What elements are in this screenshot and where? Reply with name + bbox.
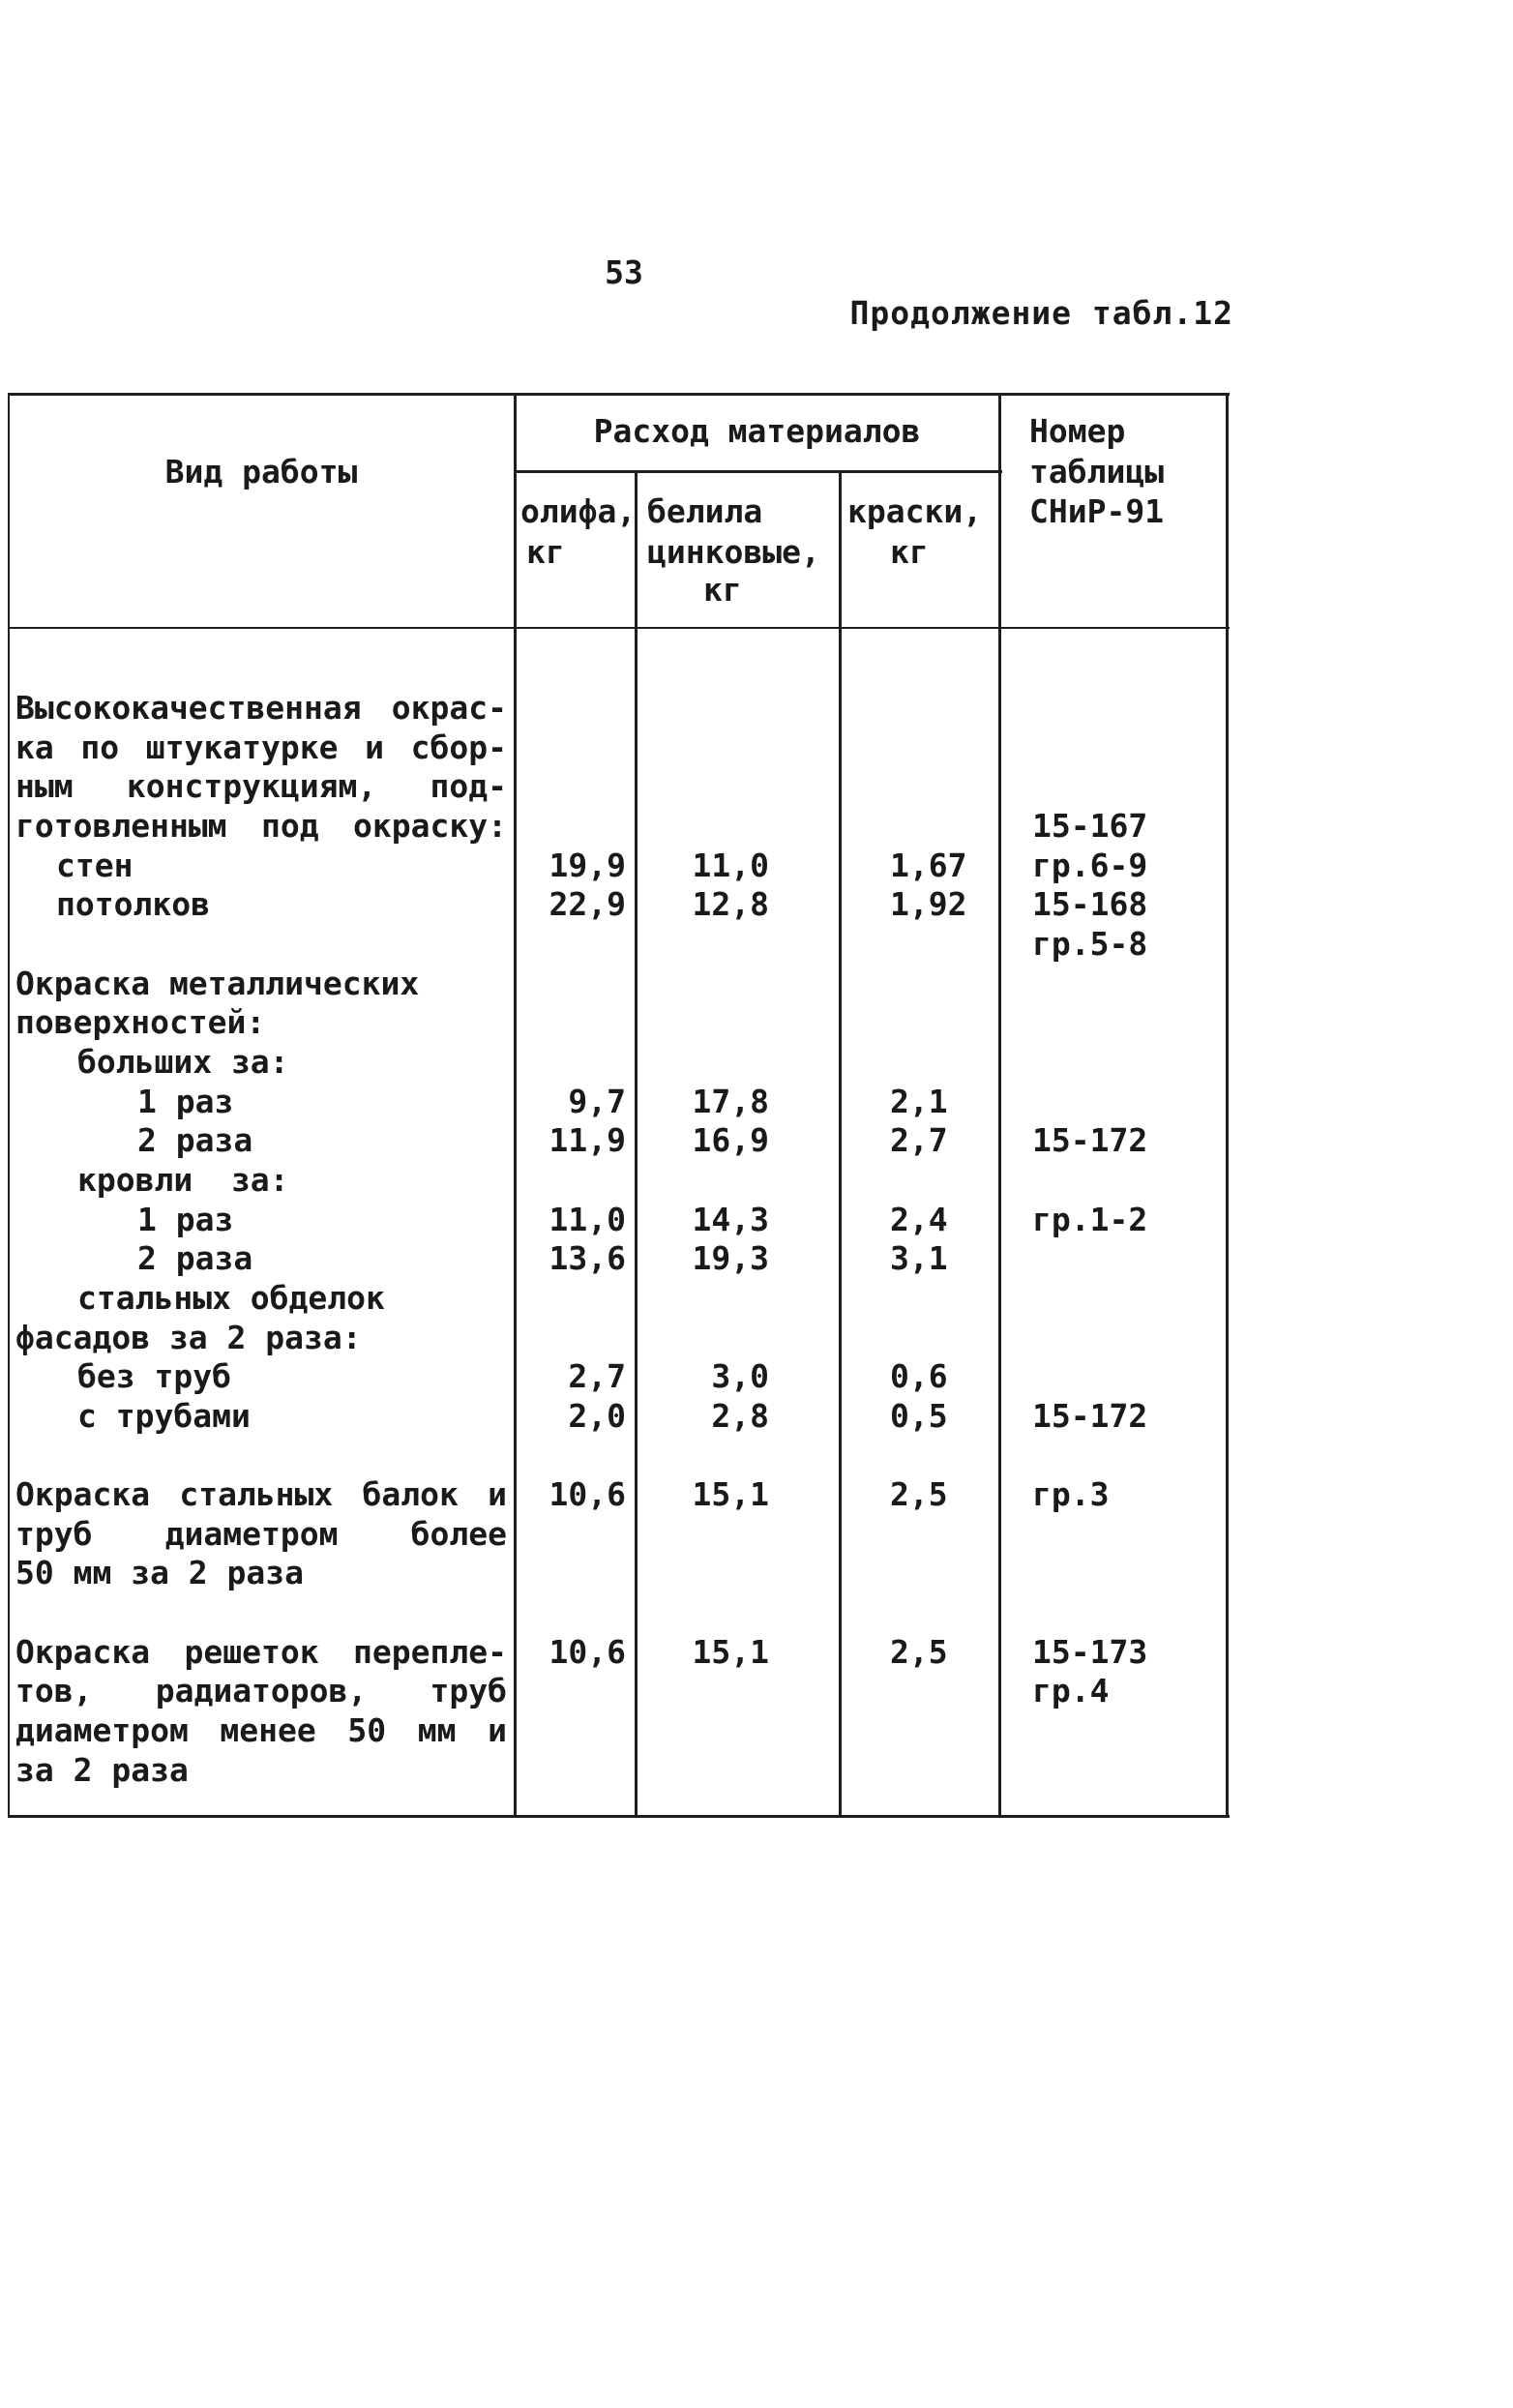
work-type-cell: 50 мм за 2 раза xyxy=(15,1554,305,1592)
kraski-cell: 0,6 xyxy=(890,1357,948,1396)
work-type-cell: поверхностей: xyxy=(15,1003,266,1042)
table-ref-cell: гр.5-8 xyxy=(1032,924,1148,963)
header-materials-group: Расход материалов xyxy=(593,412,921,450)
belila-cell: 16,9 xyxy=(692,1121,769,1160)
belila-cell: 2,8 xyxy=(711,1396,769,1435)
kraski-cell: 2,5 xyxy=(890,1632,948,1671)
table-row xyxy=(8,728,1227,768)
table-ref-cell: 15-172 xyxy=(1032,1396,1148,1435)
table-row xyxy=(8,965,1227,1004)
table-body xyxy=(8,689,1227,1790)
work-type-cell: готовленным под окраску: xyxy=(15,806,507,845)
table-row xyxy=(8,1633,1227,1673)
table-row xyxy=(8,1279,1227,1319)
table-row xyxy=(8,885,1227,925)
table-spacer-row xyxy=(8,1436,1227,1475)
table-row xyxy=(8,1357,1227,1397)
work-type-cell: труб диаметром более xyxy=(15,1514,507,1553)
olifa-cell: 2,0 xyxy=(568,1396,626,1435)
olifa-cell: 11,0 xyxy=(549,1200,626,1238)
header-work-type: Вид работы xyxy=(164,453,358,491)
olifa-cell: 9,7 xyxy=(568,1082,626,1120)
kraski-cell: 1,92 xyxy=(890,885,967,924)
table-row xyxy=(8,1161,1227,1201)
table-row xyxy=(8,1554,1227,1593)
header-bottom-border xyxy=(8,627,1230,629)
belila-cell: 11,0 xyxy=(692,846,769,884)
header-belila-unit: кг xyxy=(703,571,742,609)
olifa-cell: 10,6 xyxy=(549,1632,626,1671)
work-type-cell: без труб xyxy=(77,1357,231,1396)
table-ref-cell: гр.3 xyxy=(1032,1475,1110,1514)
table-ref-cell: гр.6-9 xyxy=(1032,846,1148,884)
work-type-cell: ка по штукатурке и сбор- xyxy=(15,728,507,766)
work-type-cell: тов, радиаторов, труб xyxy=(15,1672,507,1710)
header-olifa-line1: олифа, xyxy=(520,492,637,530)
belila-cell: 12,8 xyxy=(692,885,769,924)
header-table-ref-line3: СНиР-91 xyxy=(1029,492,1165,530)
table-ref-cell: гр.4 xyxy=(1032,1672,1110,1710)
table-row xyxy=(8,1397,1227,1437)
belila-cell: 17,8 xyxy=(692,1082,769,1120)
table-ref-cell: гр.1-2 xyxy=(1032,1200,1148,1238)
table-row xyxy=(8,1239,1227,1279)
work-type-cell: 1 раз xyxy=(137,1200,234,1238)
table-ref-cell: 15-167 xyxy=(1032,806,1148,845)
header-olifa-unit: кг xyxy=(526,533,565,571)
belila-cell: 15,1 xyxy=(692,1475,769,1514)
header-table-ref-line1: Номер xyxy=(1029,412,1126,450)
belila-cell: 14,3 xyxy=(692,1200,769,1238)
table-ref-cell: 15-172 xyxy=(1032,1121,1148,1160)
work-type-cell: стальных обделок xyxy=(77,1278,385,1317)
work-type-cell: 1 раз xyxy=(137,1082,234,1120)
work-type-cell: 2 раза xyxy=(137,1121,253,1160)
subheader-divider xyxy=(515,470,1002,473)
table-row xyxy=(8,1751,1227,1791)
table-row xyxy=(8,807,1227,847)
header-kraski-line1: краски, xyxy=(847,492,983,530)
belila-cell: 19,3 xyxy=(692,1239,769,1278)
olifa-cell: 11,9 xyxy=(549,1121,626,1160)
table-continuation-label: Продолжение табл.12 xyxy=(849,294,1233,332)
belila-cell: 15,1 xyxy=(692,1632,769,1671)
olifa-cell: 19,9 xyxy=(549,846,626,884)
header-kraski-unit: кг xyxy=(890,533,929,571)
work-type-cell: Окраска решеток перепле- xyxy=(15,1632,507,1671)
kraski-cell: 3,1 xyxy=(890,1239,948,1278)
work-type-cell: 2 раза xyxy=(137,1239,253,1278)
table-row xyxy=(8,1201,1227,1240)
kraski-cell: 2,4 xyxy=(890,1200,948,1238)
work-type-cell: за 2 раза xyxy=(15,1750,189,1789)
work-type-cell: фасадов за 2 раза: xyxy=(15,1318,362,1356)
belila-cell: 3,0 xyxy=(711,1357,769,1396)
page-number: 53 xyxy=(605,253,643,291)
table-row xyxy=(8,1083,1227,1122)
table-spacer-row xyxy=(8,1593,1227,1633)
table-row xyxy=(8,847,1227,886)
table-row xyxy=(8,689,1227,728)
kraski-cell: 1,67 xyxy=(890,846,967,884)
work-type-cell: потолков xyxy=(56,885,210,924)
table-row xyxy=(8,1672,1227,1711)
table-border-bottom xyxy=(8,1815,1230,1818)
olifa-cell: 22,9 xyxy=(549,885,626,924)
kraski-cell: 2,1 xyxy=(890,1082,948,1120)
table-ref-cell: 15-173 xyxy=(1032,1632,1148,1671)
table-ref-cell: 15-168 xyxy=(1032,885,1148,924)
olifa-cell: 13,6 xyxy=(549,1239,626,1278)
olifa-cell: 2,7 xyxy=(568,1357,626,1396)
header-belila-line2: цинковые, xyxy=(647,533,820,571)
kraski-cell: 0,5 xyxy=(890,1396,948,1435)
work-type-cell: Окраска металлических xyxy=(15,964,420,1002)
work-type-cell: Высококачественная окрас- xyxy=(15,689,507,727)
work-type-cell: кровли за: xyxy=(77,1160,289,1199)
work-type-cell: Окраска стальных балок и xyxy=(15,1475,507,1514)
kraski-cell: 2,5 xyxy=(890,1475,948,1514)
table-row xyxy=(8,1003,1227,1043)
work-type-cell: диаметром менее 50 мм и xyxy=(15,1711,507,1750)
work-type-cell: больших за: xyxy=(77,1042,289,1081)
table-row xyxy=(8,1319,1227,1358)
header-belila-line1: белила xyxy=(647,492,763,530)
table-border-top xyxy=(8,393,1230,396)
olifa-cell: 10,6 xyxy=(549,1475,626,1514)
table-row xyxy=(8,1121,1227,1161)
work-type-cell: ным конструкциям, под- xyxy=(15,767,507,806)
header-table-ref-line2: таблицы xyxy=(1029,453,1165,491)
table-row xyxy=(8,767,1227,807)
table-row xyxy=(8,1711,1227,1751)
kraski-cell: 2,7 xyxy=(890,1121,948,1160)
table-row xyxy=(8,925,1227,965)
table-row xyxy=(8,1043,1227,1083)
work-type-cell: с трубами xyxy=(77,1396,251,1435)
table-row xyxy=(8,1515,1227,1555)
table-row xyxy=(8,1475,1227,1515)
work-type-cell: стен xyxy=(56,846,134,884)
